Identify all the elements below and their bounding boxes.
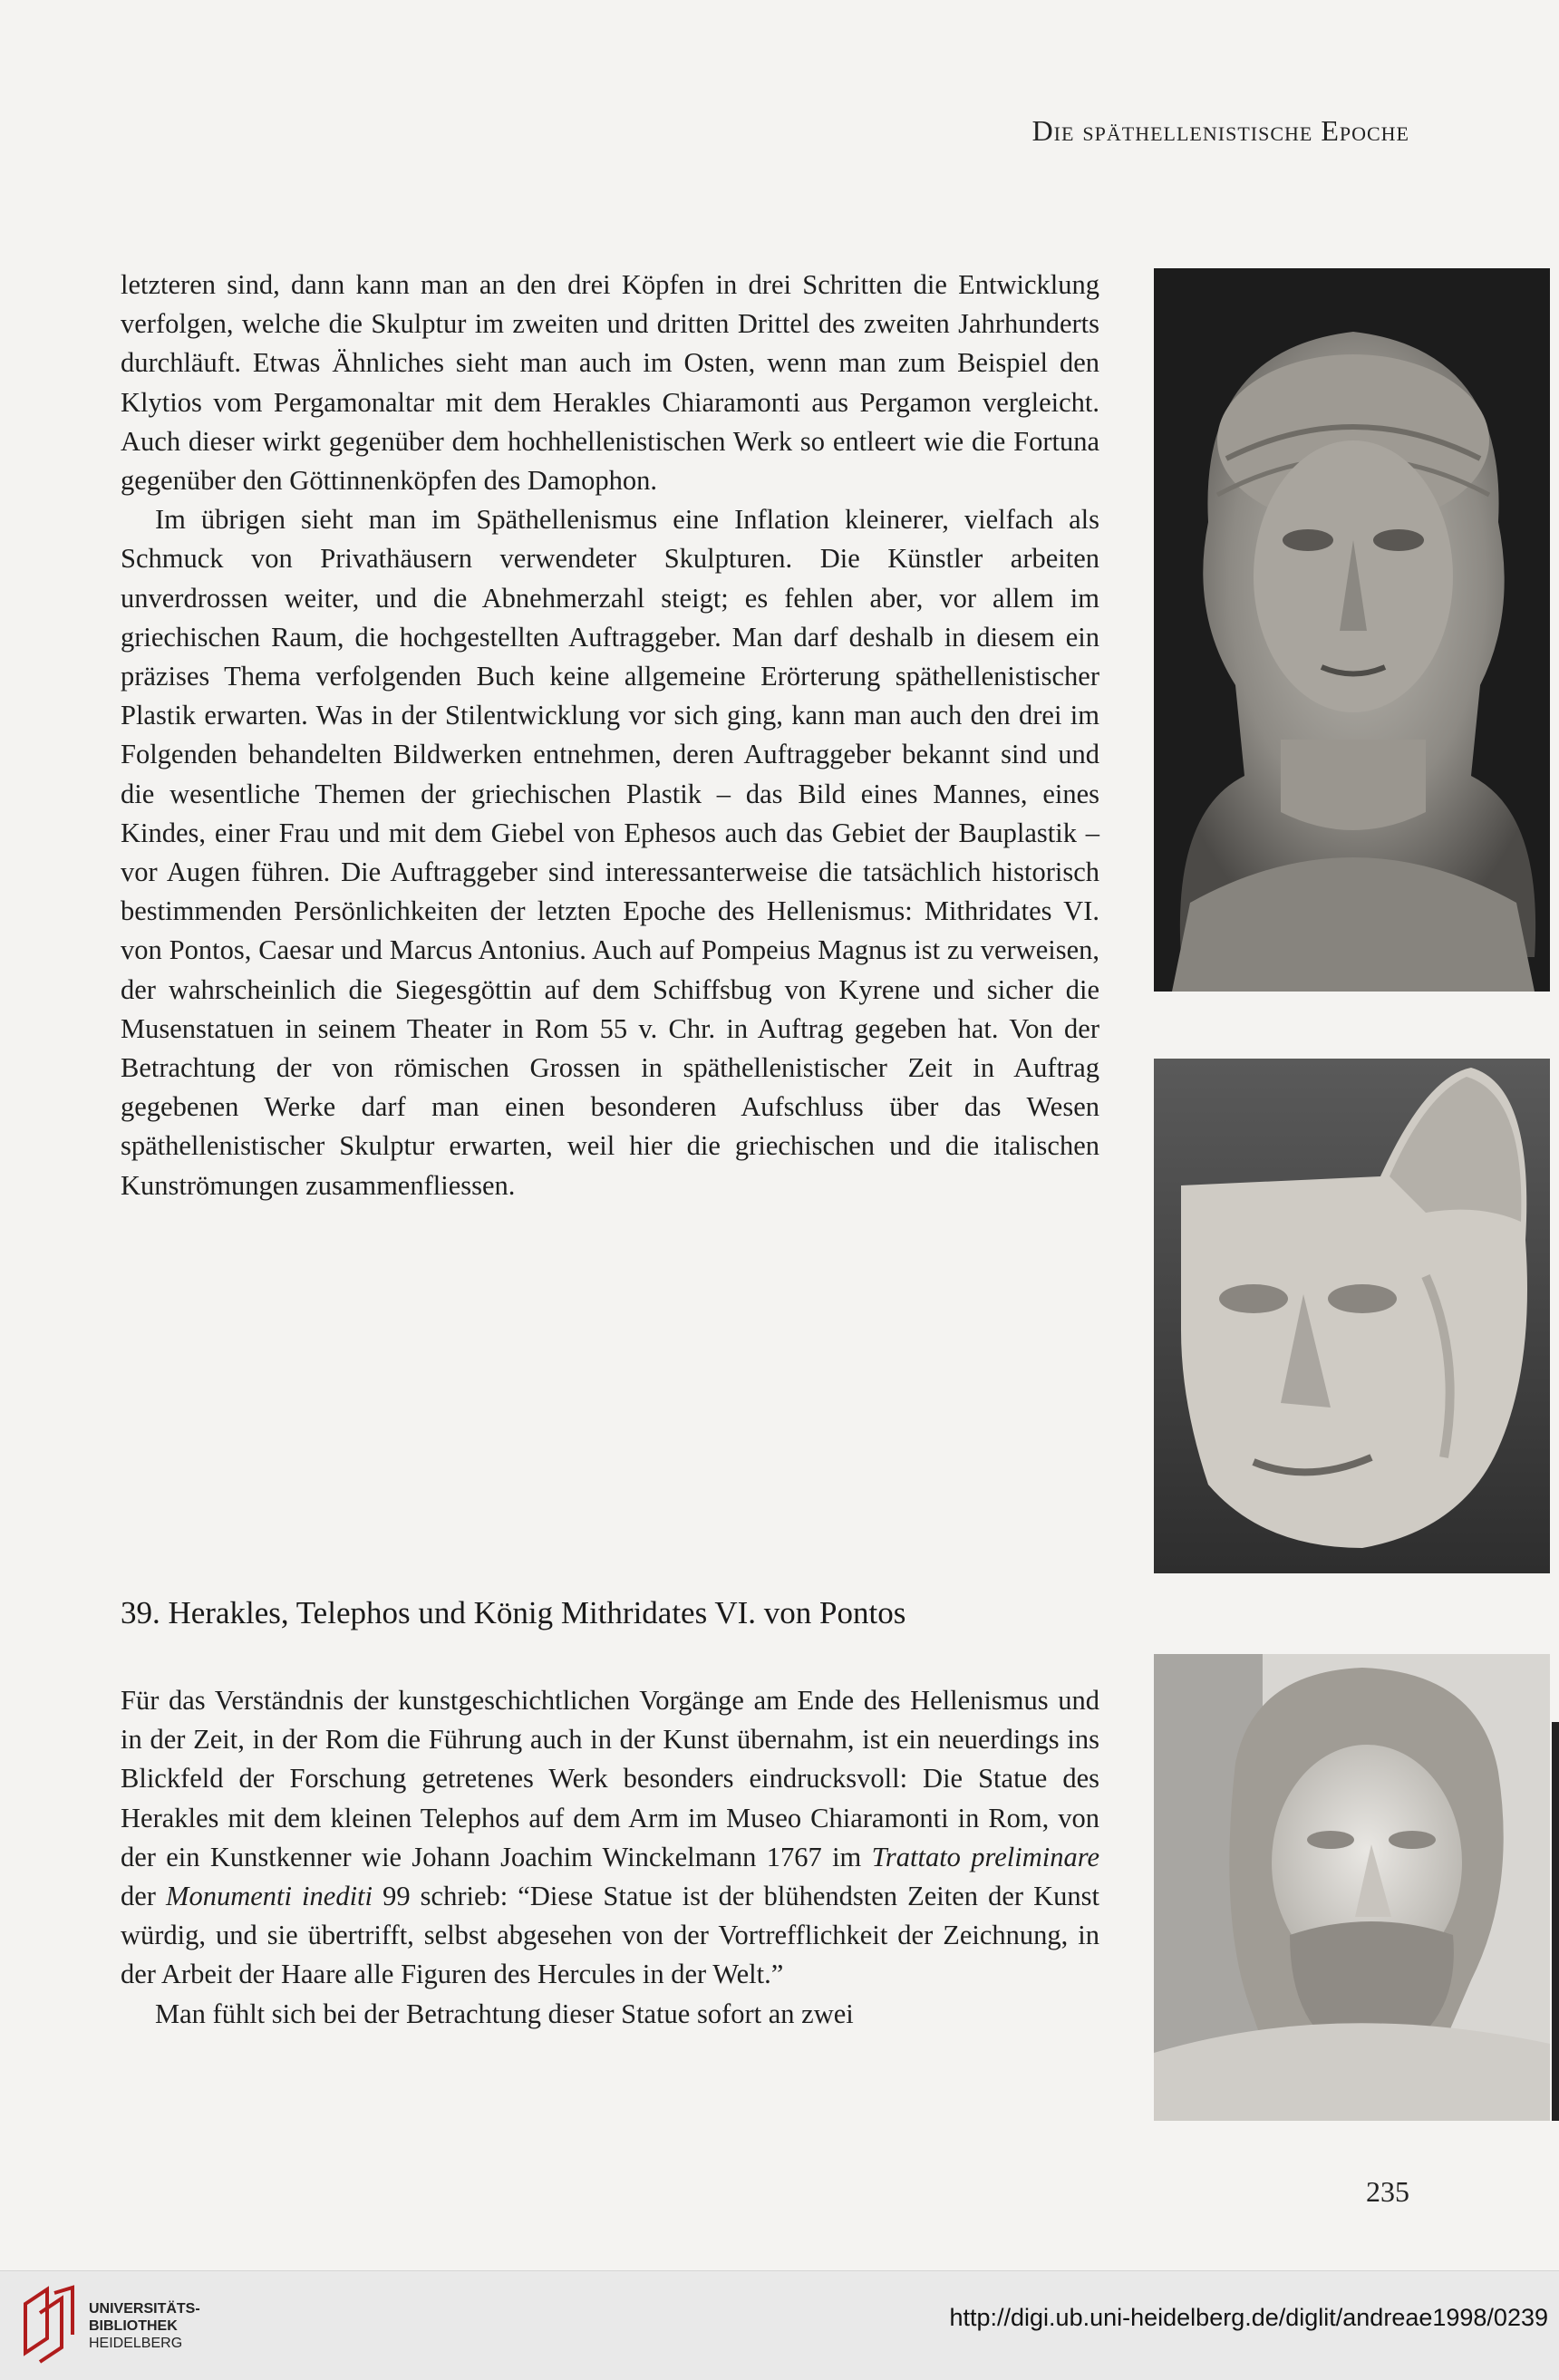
running-head: Die späthellenistische Epoche <box>1031 114 1409 147</box>
library-logo-icon <box>20 2284 78 2364</box>
paragraph: letzteren sind, dann kann man an den drei Köpfen in drei Schritten die Entwicklung verfolgen, welche die Skulptur im zweiten und dritten Drittel des zweiten Jahrhunderts durchläuft. Etwas Ähnliches sieht man auch im Osten, wenn man zum Beispiel den Klytios vom Pergamonaltar mit dem Herakles Chiaramonti aus Pergamon vergleicht. Auch dieser wirkt gegenüber dem hochhellenistischen Werk so entleert wie die Fortuna gegenüber den Göttinnenköpfen des Damophon. <box>121 269 1099 497</box>
source-url-link[interactable]: http://digi.ub.uni-heidelberg.de/diglit/andreae1998/0239 <box>949 2304 1548 2331</box>
scan-edge <box>1552 1722 1559 2121</box>
library-name-line: UNIVERSITÄTS- <box>89 2301 200 2317</box>
footer-bar <box>0 2270 1559 2380</box>
photo-female-head <box>1154 268 1550 992</box>
library-name <box>89 2300 200 2352</box>
page-number: 235 <box>1366 2175 1409 2208</box>
section-body-text <box>121 1681 1099 2034</box>
herakles-head-image <box>1154 1654 1550 2121</box>
library-name-line: BIBLIOTHEK <box>89 2318 178 2334</box>
text-run: 99 schrieb: “Diese Statue ist der blühendsten Zeiten der Kunst würdig, und sie übertrifft, selbst abgesehen von der Vortrefflichkeit der Zeichnung, in der Arbeit der Haare alle Figuren des Hercules in der Welt.” <box>121 1881 1100 1990</box>
text-run: der <box>121 1881 167 1912</box>
photo-herakles-head <box>1154 1654 1550 2121</box>
text-run: Für das Verständnis der kunstgeschichtlichen Vorgänge am Ende des Hellenismus und in der Zeit, in der Rom die Führung auch in der Kunst übernahm, ist ein neuerdings ins Blickfeld der Forschung getretenes Werk besonders eindrucksvoll: Die Statue des Herakles mit dem kleinen Telephos auf dem Arm im Museo Chiaramonti in Rom, von der ein Kunstkenner wie Johann Joachim Winckelmann 1767 im <box>121 1685 1099 1872</box>
paragraph: Im übrigen sieht man im Späthellenismus eine Inflation kleinerer, vielfach als Schmuck von Privathäusern verwendeter Skulpturen. Die Künstler arbeiten unverdrossen weiter, und die Abnehmerzahl steigt; es fehlen aber, vor allem im griechischen Raum, die hochgestellten Auftraggeber. Man darf deshalb in diesem ein präzises Thema verfolgenden Buch keine allgemeine Erörterung späthellenistischer Plastik erwarten. Was in der Stilentwicklung vor sich ging, kann man auch den drei im Folgenden behandelten Bildwerken entnehmen, deren Auftraggeber bekannt sind und die wesentliche Themen der griechischen Plastik – das Bild eines Mannes, eines Kindes, einer Frau und mit dem Giebel von Ephesos auch das Gebiet der Bauplastik – vor Augen führen. Die Auftraggeber sind interessanterweise die tatsächlich historisch bestimmenden Persönlichkeiten der letzten Epoche des Hellenismus: Mithridates VI. von Pontos, Caesar und Marcus Antonius. Auch auf Pompeius Magnus ist zu verweisen, der wahrscheinlich die Siegesgöttin auf dem Schiffsbug von Kyrene und sicher die Musenstatuen in seinem Theater in Rom 55 v. Chr. in Auftrag gegeben hat. Von der Betrachtung der von römischen Grossen in späthellenistischer Zeit in Auftrag gegebenen Werke darf man einen besonderen Aufschluss über das Wesen späthellenistischer Skulptur erwarten, weil hier die griechischen und die italischen Kunströmungen zusammenfliessen. <box>121 504 1099 1201</box>
photo-male-head-fragment <box>1154 1059 1550 1573</box>
paragraph <box>121 1681 1099 1995</box>
female-head-image <box>1154 268 1550 992</box>
library-name-line: HEIDELBERG <box>89 2336 183 2351</box>
paragraph: Man fühlt sich bei der Betrachtung dieser Statue sofort an zwei <box>155 1998 854 2029</box>
body-text <box>121 266 1099 1205</box>
italic-title: Trattato preliminare <box>871 1841 1099 1872</box>
section-heading: 39. Herakles, Telephos und König Mithridates VI. von Pontos <box>121 1595 906 1630</box>
male-head-fragment-image <box>1154 1059 1550 1573</box>
italic-title: Monumenti inediti <box>166 1881 373 1912</box>
